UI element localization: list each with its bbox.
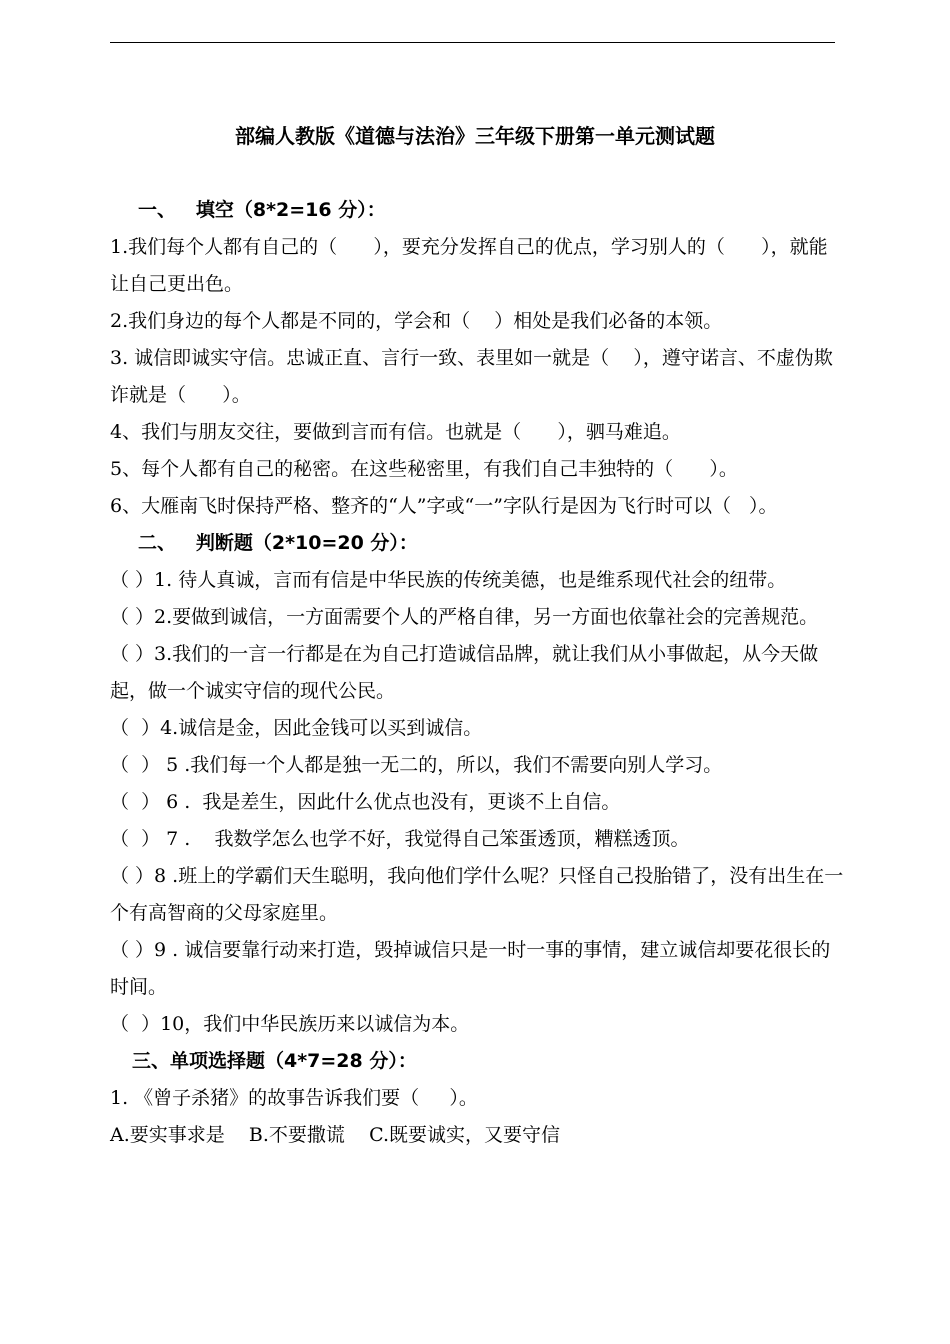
question-item: 4、我们与朋友交往，要做到言而有信。也就是（ ），驷马难追。 [110, 421, 681, 443]
question-item: （ ） 7 . 我数学怎么也学不好，我觉得自己笨蛋透顶，糟糕透顶。 [110, 828, 690, 850]
question-item: （ ）3.我们的一言一行都是在为自己打造诚信品牌，就让我们从小事做起，从今天做起，做一个诚实守信的现代公民。 [110, 643, 819, 702]
answer-options: A.要实事求是 B.不要撒谎 C.既要诚实，又要守信 [110, 1124, 560, 1146]
question-item: （ ） 6 . 我是差生，因此什么优点也没有，更谈不上自信。 [110, 791, 621, 813]
question-item: 5、每个人都有自己的秘密。在这些秘密里，有我们自己丰独特的（ ）。 [110, 458, 738, 480]
question-item: 1. 《曾子杀猪》的故事告诉我们要（ ）。 [110, 1087, 478, 1109]
question-item: （ ）4.诚信是金，因此金钱可以买到诚信。 [110, 717, 483, 739]
question-item: 1.我们每个人都有自己的（ ），要充分发挥自己的优点，学习别人的（ ），就能让自己更出色。 [110, 236, 828, 295]
question-item: 6、大雁南飞时保持严格、整齐的“人”字或“一”字队行是因为飞行时可以（ ）。 [110, 495, 778, 517]
section-heading-multiple-choice: 三、单项选择题（4*7=28 分）： [132, 1050, 417, 1072]
question-item: （ ）9 . 诚信要靠行动来打造，毁掉诚信只是一时一事的事情，建立诚信却要花很长的时间。 [110, 939, 831, 998]
document-title: 部编人教版《道德与法治》三年级下册第一单元测试题 [235, 124, 715, 148]
document-body [110, 192, 845, 1154]
question-item: （ ）8 .班上的学霸们天生聪明，我向他们学什么呢？只怪自己投胎错了，没有出生在一个有高智商的父母家庭里。 [110, 865, 844, 924]
question-item: 2.我们身边的每个人都是不同的，学会和（ ）相处是我们必备的本领。 [110, 310, 723, 332]
question-item: （ ）2.要做到诚信，一方面需要个人的严格自律，另一方面也依靠社会的完善规范。 [110, 606, 819, 628]
question-item: （ ）1. 待人真诚，言而有信是中华民族的传统美德，也是维系现代社会的纽带。 [110, 569, 787, 591]
question-item: 3. 诚信即诚实守信。忠诚正直、言行一致、表里如一就是（ ），遵守诺言、不虚伪欺诈就是（ ）。 [110, 347, 833, 406]
question-item: （ ）10，我们中华民族历来以诚信为本。 [110, 1013, 470, 1035]
section-heading-fill-blank: 一、 填空（8*2=16 分）： [138, 199, 386, 221]
section-heading-true-false: 二、 判断题（2*10=20 分）： [138, 532, 418, 554]
header-rule [110, 42, 835, 43]
question-item: （ ） 5 .我们每一个人都是独一无二的，所以，我们不需要向别人学习。 [110, 754, 723, 776]
